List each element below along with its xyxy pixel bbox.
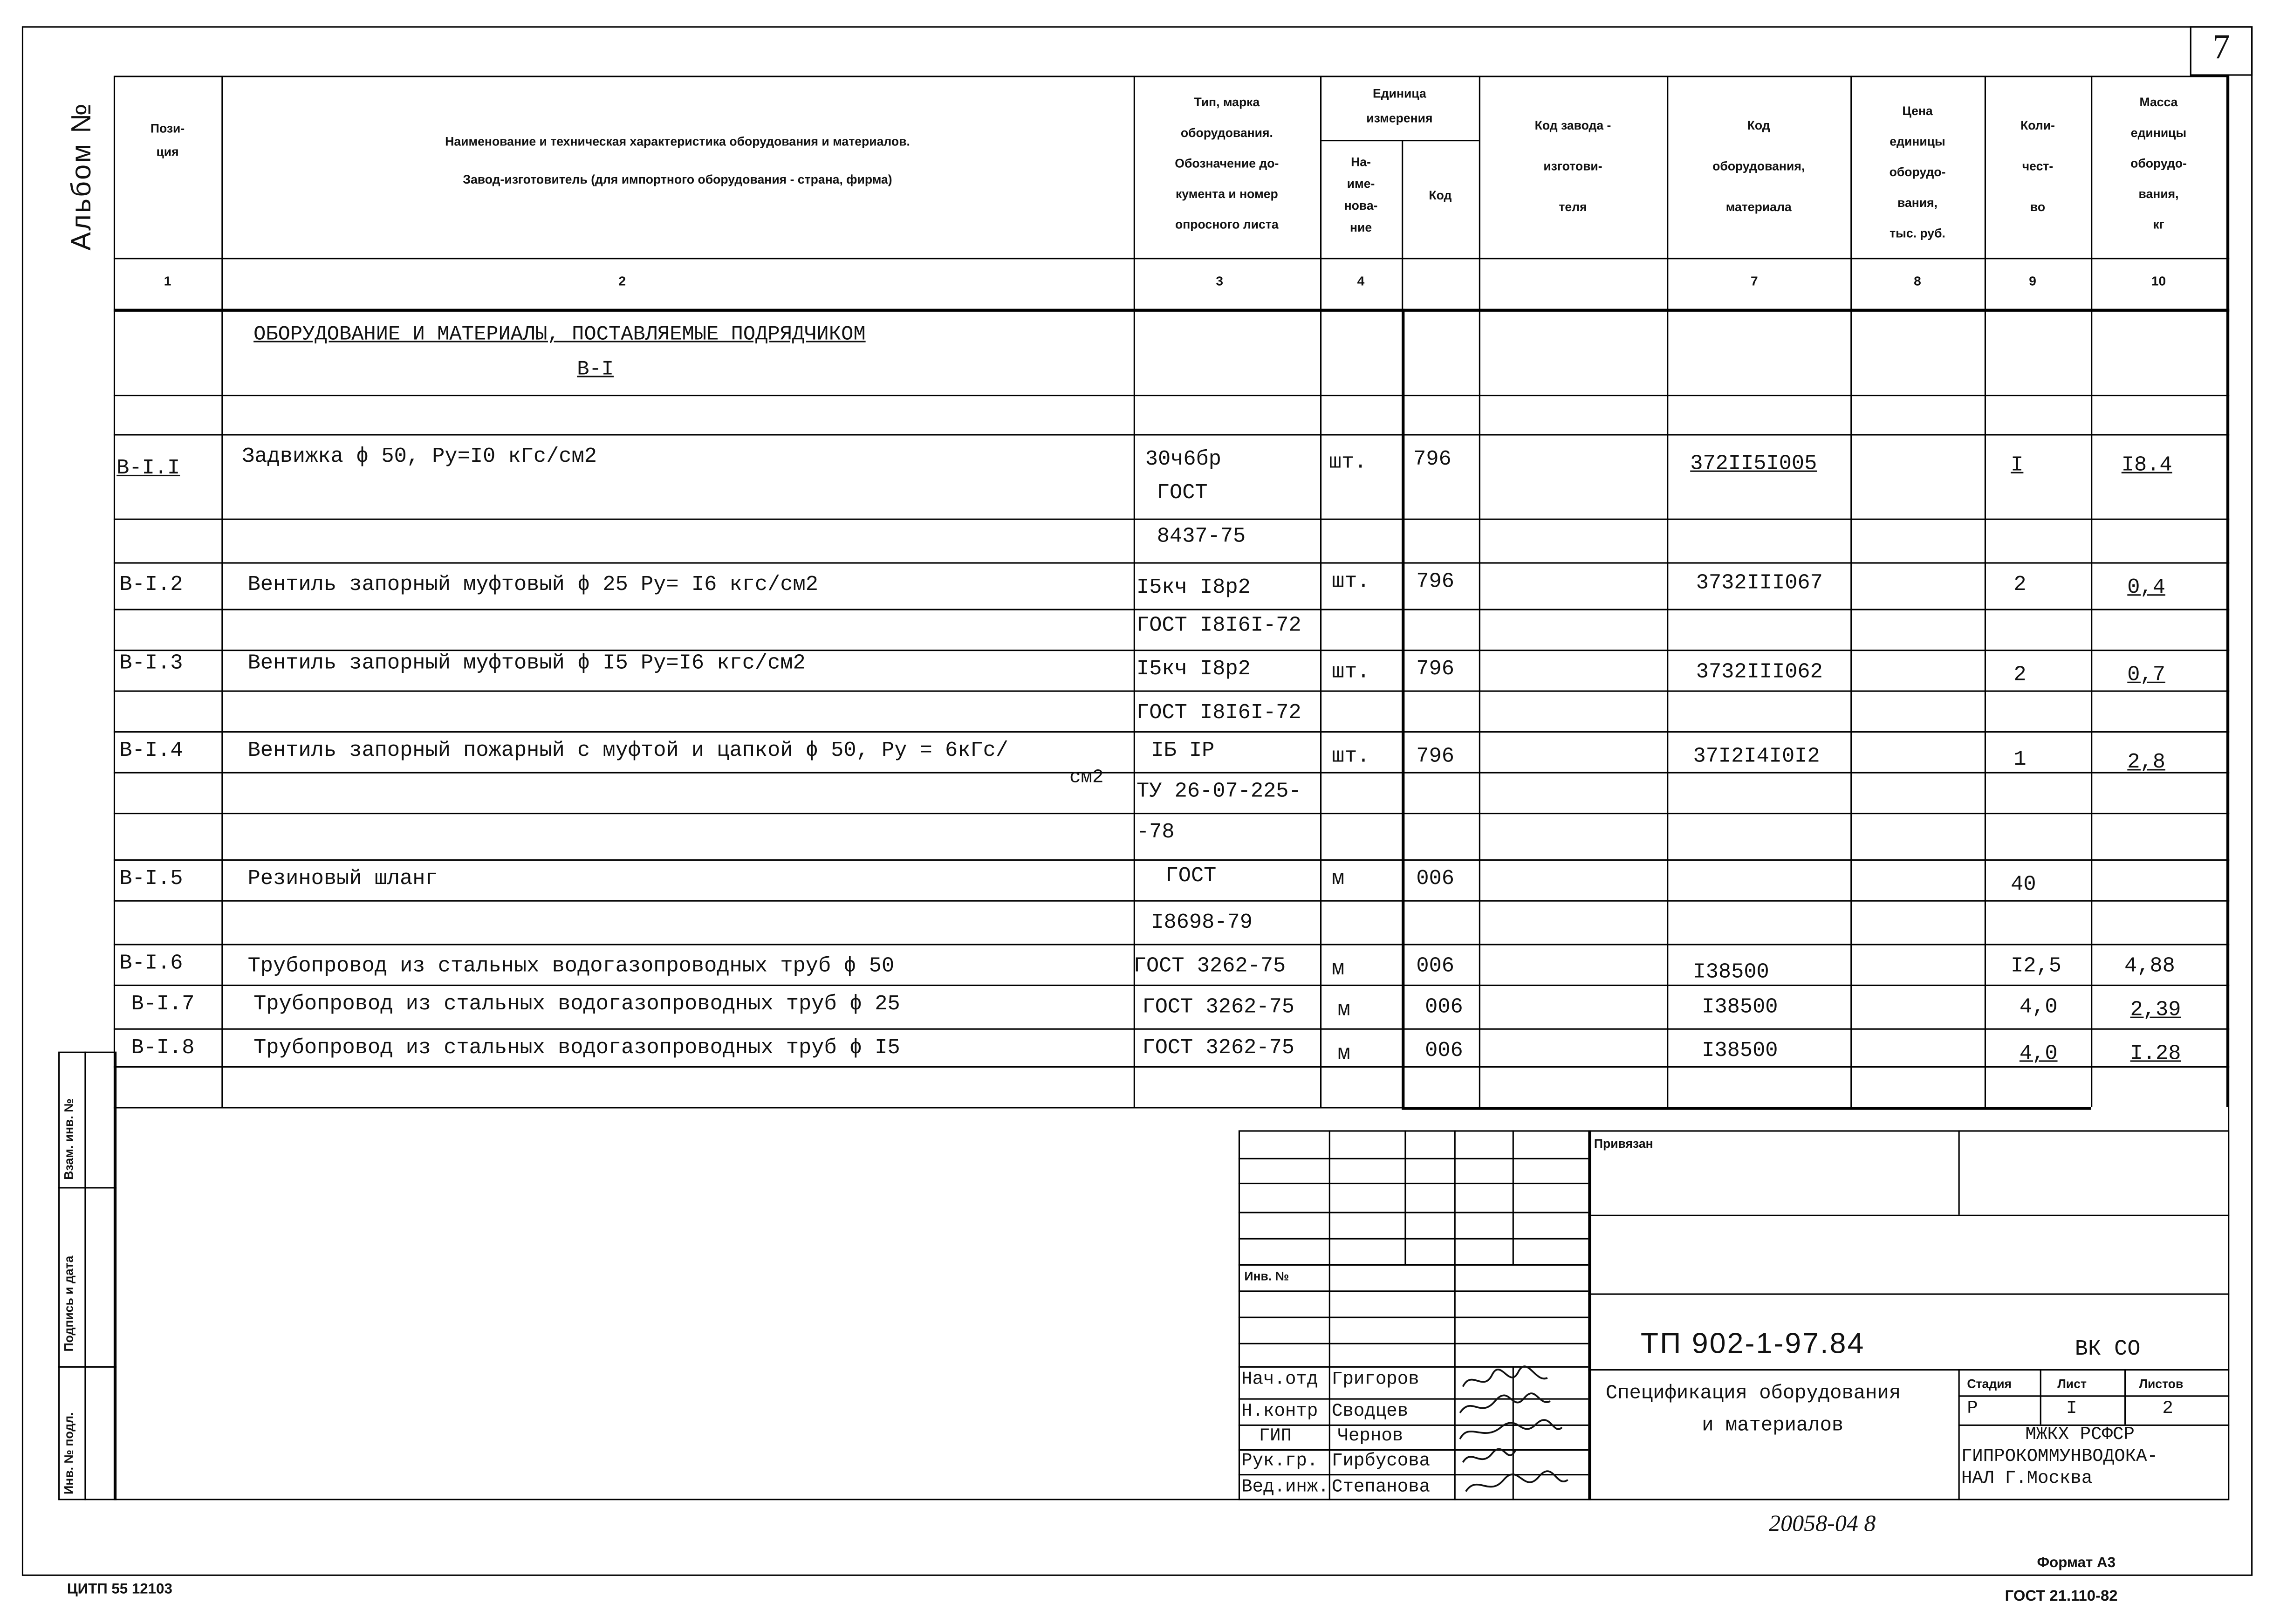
row-mass: 4,88: [2124, 955, 2175, 979]
row-pos: В-I.8: [131, 1037, 195, 1061]
doc-mark: ВК СО: [2074, 1337, 2141, 1362]
row-pos: В-I.6: [119, 952, 183, 976]
row-qty: 2: [2013, 574, 2027, 597]
row-mass: 0,4: [2127, 576, 2165, 600]
header-name: Наименование и техническая характеристика оборудования и материалов. Завод-изготовитель (для импортного оборудования - страна, фирма): [445, 134, 910, 187]
signature-scribbles: [1451, 1364, 1591, 1503]
row-pos: В-I.5: [119, 868, 183, 891]
person-role: Н.контр: [1241, 1401, 1318, 1422]
row-unit: м: [1337, 1042, 1350, 1066]
person-name: Григоров: [1332, 1369, 1419, 1390]
header-unit-code: Код: [1429, 188, 1452, 203]
row-code: 796: [1416, 658, 1455, 682]
header-pos: Пози- ция: [150, 121, 185, 159]
row-mass: I8.4: [2121, 454, 2172, 478]
row-name: Трубопровод из стальных водогазопроводных труб ϕ 25: [253, 993, 900, 1017]
sheets-label: Листов: [2139, 1376, 2184, 1391]
row-type: ГОСТ 3262-75: [1142, 1037, 1295, 1061]
row-code: 796: [1413, 448, 1451, 472]
row-type: 8437-75: [1157, 526, 1246, 549]
handwritten-number: 20058-04 8: [1769, 1512, 1876, 1537]
row-unit: м: [1332, 868, 1345, 891]
col-num-4: 4: [1357, 274, 1365, 288]
row-qty: 1: [2013, 748, 2027, 772]
row-equip: I38500: [1702, 1040, 1778, 1063]
col-num-7: 7: [1750, 274, 1758, 288]
stage-label: Стадия: [1967, 1376, 2012, 1391]
row-equip: 3732III067: [1696, 572, 1823, 596]
row-type: ТУ 26-07-225-: [1136, 781, 1301, 804]
gost-label: ГОСТ 21.110-82: [2005, 1587, 2118, 1605]
org-line2: ГИПРОКОММУНВОДОКА-: [1961, 1446, 2158, 1467]
row-unit: шт.: [1332, 571, 1370, 595]
col-num-9: 9: [2029, 274, 2036, 288]
row-type: ГОСТ I8I6I-72: [1136, 702, 1301, 726]
row-type: I5кч I8р2: [1136, 576, 1251, 600]
row-code: 006: [1425, 1040, 1463, 1063]
row-name: Вентиль запорный муфтовый ϕ 25 Ру= I6 кгс/см2: [247, 574, 819, 597]
row-name: Вентиль запорный пожарный с муфтой и цапкой ϕ 50, Ру = 6кГс/: [247, 740, 1009, 763]
row-type: ГОСТ: [1157, 482, 1208, 506]
row-name: Резиновый шланг: [247, 868, 438, 891]
row-code: 796: [1416, 571, 1455, 595]
row-unit: шт.: [1332, 746, 1370, 769]
page-number: 7: [2212, 29, 2230, 67]
person-name: Сводцев: [1332, 1401, 1409, 1422]
row-code: 006: [1416, 868, 1455, 891]
row-type: I8698-79: [1151, 911, 1253, 935]
row-unit: шт.: [1332, 661, 1370, 685]
row-qty: 40: [2011, 874, 2036, 898]
row-qty: 2: [2013, 664, 2027, 688]
cintp-label: ЦИТП 55 12103: [67, 1582, 172, 1598]
row-type: ГОСТ 3262-75: [1142, 996, 1295, 1020]
album-label: Альбом №: [67, 102, 98, 251]
stage-value: Р: [1967, 1398, 1978, 1419]
row-name-unit: см2: [1069, 766, 1104, 788]
org-line3: НАЛ Г.Москва: [1961, 1468, 2093, 1489]
row-name: Вентиль запорный муфтовый ϕ I5 Ру=I6 кгс/см2: [247, 652, 806, 676]
row-unit: шт.: [1328, 451, 1367, 475]
col-num-8: 8: [1914, 274, 1921, 288]
row-qty: 4,0: [2019, 996, 2058, 1020]
stamp-vzam-inv: Взам. инв. №: [61, 1098, 76, 1180]
header-price: Цена единицы оборудо- вания, тыс. руб.: [1889, 103, 1946, 240]
person-name: Степанова: [1332, 1477, 1431, 1498]
row-code: 006: [1425, 996, 1463, 1020]
row-qty: 4,0: [2019, 1042, 2058, 1066]
header-equip-code: Код оборудования, материала: [1712, 118, 1805, 214]
person-role: ГИП: [1259, 1425, 1292, 1446]
row-name: Трубопровод из стальных водогазопроводных труб ϕ 50: [247, 955, 895, 979]
privyazan-label: Привязан: [1594, 1136, 1653, 1151]
section-subtitle: В-I: [577, 358, 614, 382]
col-num-1: 1: [164, 274, 171, 288]
row-type: -78: [1136, 821, 1175, 845]
format-label: Формат А3: [2037, 1555, 2116, 1572]
doc-code: ТП 902-1-97.84: [1640, 1328, 1865, 1361]
person-name: Гирбусова: [1332, 1451, 1431, 1471]
row-name: Трубопровод из стальных водогазопроводных труб ϕ I5: [253, 1037, 900, 1061]
row-type: ГОСТ 3262-75: [1133, 955, 1286, 979]
row-pos: В-I.3: [119, 652, 183, 676]
header-maker: Код завода - изготови- теля: [1534, 118, 1611, 214]
sheets-value: 2: [2162, 1398, 2173, 1419]
row-mass: 2,8: [2127, 751, 2165, 775]
doc-title-line1: Спецификация оборудования: [1605, 1384, 1901, 1406]
col-num-3: 3: [1216, 274, 1224, 288]
row-mass: 0,7: [2127, 664, 2165, 688]
row-pos: В-I.I: [116, 457, 180, 481]
inv-no-label: Инв. №: [1244, 1268, 1289, 1283]
header-qty: Коли- чест- во: [2020, 118, 2055, 214]
row-equip: 3732III062: [1696, 661, 1823, 685]
row-equip: I38500: [1693, 961, 1769, 985]
row-code: 796: [1416, 746, 1455, 769]
header-unit: Единица измерения: [1366, 86, 1433, 125]
row-pos: В-I.7: [131, 993, 195, 1017]
header-type: Тип, марка оборудования. Обозначение до- кумента и номер опросного листа: [1175, 95, 1279, 232]
row-unit: м: [1332, 958, 1345, 982]
row-equip: 37I2I4I0I2: [1693, 746, 1820, 769]
row-pos: В-I.4: [119, 740, 183, 763]
row-type: 30ч6бр: [1145, 448, 1222, 472]
sheet-label: Лист: [2057, 1376, 2087, 1391]
col-num-10: 10: [2151, 274, 2166, 288]
section-title: ОБОРУДОВАНИЕ И МАТЕРИАЛЫ, ПОСТАВЛЯЕМЫЕ ПОДРЯДЧИКОМ: [253, 323, 866, 347]
row-code: 006: [1416, 955, 1455, 979]
org-line1: МЖКХ РСФСР: [2025, 1424, 2135, 1445]
row-unit: м: [1337, 999, 1350, 1023]
person-role: Рук.гр.: [1241, 1451, 1318, 1471]
header-mass: Масса единицы оборудо- вания, кг: [2130, 95, 2187, 232]
person-role: Вед.инж.: [1241, 1477, 1329, 1498]
row-pos: В-I.2: [119, 574, 183, 597]
row-qty: I: [2011, 454, 2024, 478]
sheet-value: I: [2066, 1398, 2077, 1419]
row-name: Задвижка ϕ 50, Ру=I0 кГс/см2: [242, 445, 597, 469]
row-type: I5кч I8р2: [1136, 658, 1251, 682]
row-mass: I.28: [2130, 1042, 2181, 1066]
row-equip: I38500: [1702, 996, 1778, 1020]
col-num-2: 2: [618, 274, 626, 288]
row-type: ГОСТ: [1165, 865, 1217, 889]
row-type: ГОСТ I8I6I-72: [1136, 614, 1301, 638]
row-mass: 2,39: [2130, 999, 2181, 1023]
person-role: Нач.отд: [1241, 1369, 1318, 1390]
doc-title-line2: и материалов: [1702, 1416, 1844, 1438]
stamp-inv-podl: Инв. № подл.: [61, 1412, 76, 1494]
row-qty: I2,5: [2011, 955, 2062, 979]
header-unit-name: На- име- нова- ние: [1344, 154, 1378, 235]
row-type: IБ IР: [1151, 740, 1215, 763]
row-equip: 372II5I005: [1690, 453, 1817, 477]
person-name: Чернов: [1337, 1425, 1404, 1446]
stamp-podpis-data: Подпись и дата: [61, 1255, 76, 1352]
